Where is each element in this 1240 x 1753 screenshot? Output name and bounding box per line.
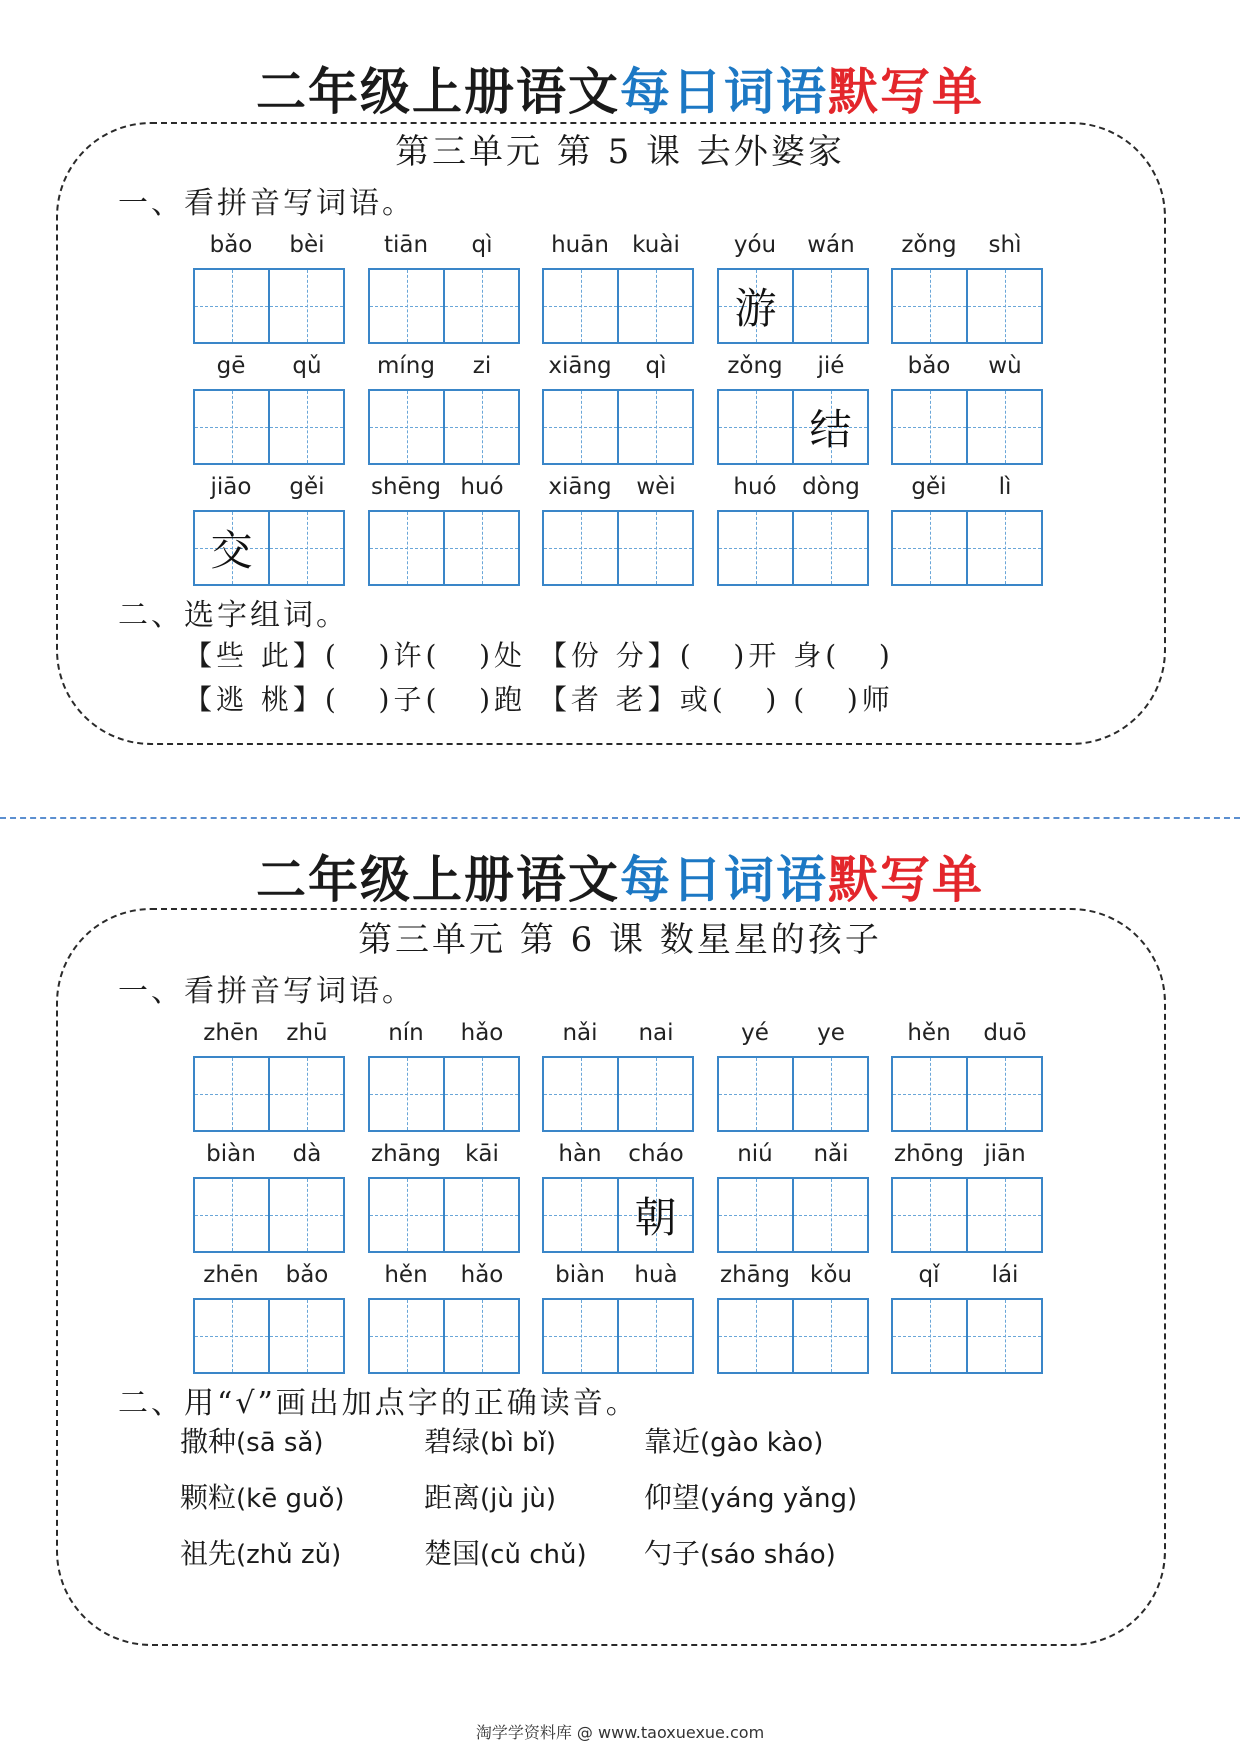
word-cell <box>717 228 869 344</box>
reading-word: 勺子 <box>644 1537 701 1570</box>
pinyin-row <box>542 470 694 510</box>
writing-box[interactable] <box>719 1058 792 1130</box>
pinyin-row <box>542 349 694 389</box>
word-cell <box>542 349 694 465</box>
pinyin-syllable: nín <box>388 1020 424 1046</box>
writing-box[interactable] <box>544 391 617 463</box>
pinyin-row <box>193 228 345 268</box>
tianzige-pair <box>891 1298 1043 1374</box>
pinyin-syllable: jiān <box>984 1141 1026 1167</box>
word-cell <box>193 1016 345 1132</box>
pinyin-row <box>891 349 1043 389</box>
reading-word: 颗粒 <box>180 1481 237 1514</box>
pinyin-syllable: qǐ <box>918 1262 940 1288</box>
reading-word: 靠近 <box>644 1425 701 1458</box>
word-cell <box>717 470 869 586</box>
pinyin-syllable: dà <box>292 1141 322 1167</box>
prefilled-char: 朝 <box>634 1193 677 1242</box>
pinyin-row <box>717 228 869 268</box>
pinyin-row <box>542 1258 694 1298</box>
writing-box[interactable] <box>893 1300 966 1372</box>
tianzige-pair <box>542 1298 694 1374</box>
pinyin-syllable: wù <box>988 353 1022 379</box>
writing-box[interactable] <box>195 512 268 584</box>
writing-box[interactable] <box>544 1300 617 1372</box>
word-cell <box>368 1258 520 1374</box>
word-cell <box>717 1016 869 1132</box>
pinyin-row <box>717 1137 869 1177</box>
pinyin-syllable: niú <box>737 1141 773 1167</box>
writing-box[interactable] <box>617 270 692 342</box>
writing-box[interactable] <box>268 512 343 584</box>
word-cell <box>193 1137 345 1253</box>
reading-item <box>180 1420 324 1460</box>
word-cell <box>891 228 1043 344</box>
pinyin-syllable: biàn <box>555 1262 605 1288</box>
word-cell <box>368 1137 520 1253</box>
writing-box[interactable] <box>893 1179 966 1251</box>
sheet-title <box>0 840 1240 912</box>
pinyin-syllable: bèi <box>289 232 325 258</box>
title-part-blue: 每日词语 <box>620 850 828 909</box>
choice-line: 【些 此】( )许( )处 【份 分】( )开 身( ) <box>184 639 894 672</box>
tianzige-pair <box>542 268 694 344</box>
reading-options[interactable]: (sáo sháo) <box>700 1540 836 1570</box>
writing-box[interactable] <box>893 512 966 584</box>
pinyin-syllable: qì <box>645 353 667 379</box>
writing-box[interactable] <box>966 270 1041 342</box>
reading-word: 楚国 <box>424 1537 481 1570</box>
writing-box[interactable] <box>370 1058 443 1130</box>
pinyin-syllable: shì <box>988 232 1022 258</box>
pinyin-syllable: wán <box>807 232 855 258</box>
pinyin-row <box>891 470 1043 510</box>
word-cell <box>542 470 694 586</box>
pinyin-syllable: zhū <box>286 1020 328 1046</box>
pinyin-syllable: bǎo <box>209 232 253 258</box>
title-part-black: 二年级上册语文 <box>256 62 620 121</box>
word-cell <box>717 1137 869 1253</box>
reading-word: 距离 <box>424 1481 481 1514</box>
writing-box[interactable] <box>268 270 343 342</box>
reading-options[interactable]: (sā sǎ) <box>236 1428 324 1458</box>
word-cell <box>368 349 520 465</box>
reading-options[interactable]: (gào kào) <box>700 1428 824 1458</box>
pinyin-syllable: nǎi <box>562 1020 598 1046</box>
reading-options[interactable]: (cǔ chǔ) <box>480 1540 587 1570</box>
word-cell <box>193 1258 345 1374</box>
footer-credit: 淘学学资料库 @ www.taoxuexue.com <box>475 1723 765 1742</box>
pinyin-row <box>193 1258 345 1298</box>
reading-word: 碧绿 <box>424 1425 481 1458</box>
writing-box[interactable] <box>617 512 692 584</box>
pinyin-syllable: hàn <box>558 1141 602 1167</box>
section-title: 二、用“√”画出加点字的正确读音。 <box>118 1386 639 1421</box>
pinyin-syllable: míng <box>377 353 435 379</box>
word-cell <box>193 228 345 344</box>
pinyin-syllable: kuài <box>632 232 680 258</box>
pinyin-syllable: zhēn <box>203 1262 259 1288</box>
tianzige-pair <box>891 1177 1043 1253</box>
pinyin-syllable: cháo <box>628 1141 684 1167</box>
word-cell <box>542 1258 694 1374</box>
pinyin-syllable: zi <box>472 353 492 379</box>
tianzige-pair <box>368 389 520 465</box>
pinyin-syllable: yé <box>741 1020 769 1046</box>
choice-line: 【逃 桃】( )子( )跑 【者 老】或( ) ( )师 <box>184 683 894 716</box>
writing-box[interactable] <box>443 1058 518 1130</box>
section-title: 二、选字组词。 <box>118 598 349 633</box>
writing-box[interactable] <box>195 1179 268 1251</box>
pinyin-syllable: zhēn <box>203 1020 259 1046</box>
writing-box[interactable] <box>544 270 617 342</box>
tianzige-pair <box>368 510 520 586</box>
pinyin-syllable: zǒng <box>901 232 957 258</box>
writing-box[interactable] <box>719 270 792 342</box>
word-cell <box>193 470 345 586</box>
writing-box[interactable] <box>617 1179 692 1251</box>
writing-box[interactable] <box>792 1058 867 1130</box>
lesson-title: 第三单元 第 5 课 去外婆家 <box>395 132 845 172</box>
pinyin-syllable: dòng <box>802 474 860 500</box>
pinyin-row <box>542 1016 694 1056</box>
reading-word: 祖先 <box>180 1537 237 1570</box>
tianzige-pair <box>193 268 345 344</box>
word-cell <box>542 1137 694 1253</box>
writing-box[interactable] <box>370 270 443 342</box>
writing-box[interactable] <box>544 1179 617 1251</box>
pinyin-syllable: duō <box>983 1020 1027 1046</box>
pinyin-syllable: jiāo <box>210 474 252 500</box>
prefilled-char: 游 <box>734 284 777 333</box>
word-cell <box>717 349 869 465</box>
tianzige-pair <box>891 510 1043 586</box>
word-cell <box>891 470 1043 586</box>
title-part-blue: 每日词语 <box>620 62 828 121</box>
reading-item <box>424 1420 556 1460</box>
pinyin-syllable: huó <box>460 474 504 500</box>
reading-item <box>644 1532 836 1572</box>
writing-box[interactable] <box>966 1058 1041 1130</box>
reading-options[interactable]: (yáng yǎng) <box>700 1484 858 1514</box>
title-part-red: 默写单 <box>828 62 984 121</box>
pinyin-syllable: xiāng <box>548 353 612 379</box>
tianzige-pair <box>542 510 694 586</box>
tianzige-pair <box>193 1056 345 1132</box>
title-part-red: 默写单 <box>828 850 984 909</box>
pinyin-syllable: xiāng <box>548 474 612 500</box>
pinyin-syllable: biàn <box>206 1141 256 1167</box>
pinyin-syllable: wèi <box>636 474 676 500</box>
tianzige-pair <box>717 268 869 344</box>
reading-item <box>424 1532 587 1572</box>
section-title: 一、看拼音写词语。 <box>118 186 415 221</box>
sheet-divider <box>0 817 1240 819</box>
writing-box[interactable] <box>966 512 1041 584</box>
tianzige-pair <box>717 389 869 465</box>
writing-box[interactable] <box>893 1058 966 1130</box>
pinyin-row <box>717 1016 869 1056</box>
prefilled-char: 交 <box>210 526 253 575</box>
pinyin-row <box>891 1016 1043 1056</box>
tianzige-pair <box>542 1177 694 1253</box>
writing-box[interactable] <box>792 512 867 584</box>
writing-box[interactable] <box>617 391 692 463</box>
writing-box[interactable] <box>792 1300 867 1372</box>
pinyin-syllable: huà <box>634 1262 678 1288</box>
section-title: 一、看拼音写词语。 <box>118 974 415 1009</box>
pinyin-syllable: zhāng <box>720 1262 790 1288</box>
tianzige-pair <box>717 1298 869 1374</box>
pinyin-row <box>717 1258 869 1298</box>
pinyin-row <box>717 470 869 510</box>
reading-word: 仰望 <box>644 1481 701 1514</box>
tianzige-pair <box>542 1056 694 1132</box>
pinyin-syllable: gē <box>216 353 246 379</box>
word-cell <box>891 1137 1043 1253</box>
reading-options[interactable]: (zhǔ zǔ) <box>236 1540 342 1570</box>
pinyin-syllable: ye <box>817 1020 845 1046</box>
prefilled-char: 结 <box>809 405 852 454</box>
pinyin-syllable: huó <box>733 474 777 500</box>
tianzige-pair <box>891 1056 1043 1132</box>
tianzige-pair <box>193 389 345 465</box>
writing-box[interactable] <box>617 1300 692 1372</box>
writing-box[interactable] <box>195 1058 268 1130</box>
pinyin-row <box>368 470 520 510</box>
pinyin-row <box>193 1016 345 1056</box>
writing-box[interactable] <box>966 391 1041 463</box>
pinyin-row <box>368 1016 520 1056</box>
pinyin-syllable: shēng <box>371 474 441 500</box>
tianzige-pair <box>717 1056 869 1132</box>
pinyin-syllable: hěn <box>384 1262 428 1288</box>
reading-word: 撒种 <box>180 1425 237 1458</box>
tianzige-pair <box>542 389 694 465</box>
writing-box[interactable] <box>544 512 617 584</box>
lesson-title: 第三单元 第 6 课 数星星的孩子 <box>358 920 882 960</box>
reading-item <box>180 1476 345 1516</box>
tianzige-pair <box>717 1177 869 1253</box>
writing-box[interactable] <box>443 391 518 463</box>
writing-box[interactable] <box>370 1300 443 1372</box>
tianzige-pair <box>193 510 345 586</box>
tianzige-pair <box>368 1298 520 1374</box>
sheet-title <box>0 52 1240 124</box>
writing-box[interactable] <box>443 1179 518 1251</box>
writing-box[interactable] <box>268 391 343 463</box>
pinyin-syllable: kāi <box>465 1141 499 1167</box>
reading-item <box>644 1420 823 1460</box>
writing-box[interactable] <box>792 1179 867 1251</box>
writing-box[interactable] <box>544 1058 617 1130</box>
writing-box[interactable] <box>268 1058 343 1130</box>
pinyin-syllable: lái <box>991 1262 1019 1288</box>
tianzige-pair <box>193 1298 345 1374</box>
writing-box[interactable] <box>893 270 966 342</box>
pinyin-syllable: gěi <box>289 474 325 500</box>
pinyin-row <box>891 228 1043 268</box>
tianzige-pair <box>368 268 520 344</box>
pinyin-syllable: gěi <box>911 474 947 500</box>
writing-box[interactable] <box>719 1179 792 1251</box>
writing-box[interactable] <box>719 512 792 584</box>
tianzige-pair <box>193 1177 345 1253</box>
tianzige-pair <box>717 510 869 586</box>
pinyin-row <box>368 349 520 389</box>
writing-box[interactable] <box>966 1300 1041 1372</box>
writing-box[interactable] <box>268 1179 343 1251</box>
pinyin-syllable: qì <box>471 232 493 258</box>
pinyin-row <box>368 1258 520 1298</box>
writing-box[interactable] <box>443 270 518 342</box>
pinyin-syllable: bǎo <box>285 1262 329 1288</box>
pinyin-syllable: hěn <box>907 1020 951 1046</box>
word-cell <box>891 1016 1043 1132</box>
writing-box[interactable] <box>719 391 792 463</box>
writing-box[interactable] <box>792 391 867 463</box>
writing-box[interactable] <box>195 391 268 463</box>
writing-box[interactable] <box>719 1300 792 1372</box>
writing-box[interactable] <box>443 1300 518 1372</box>
writing-box[interactable] <box>370 512 443 584</box>
word-cell <box>891 1258 1043 1374</box>
word-cell <box>717 1258 869 1374</box>
pinyin-syllable: yóu <box>733 232 777 258</box>
pinyin-syllable: zhōng <box>894 1141 964 1167</box>
writing-box[interactable] <box>443 512 518 584</box>
pinyin-row <box>542 228 694 268</box>
pinyin-syllable: jié <box>817 353 845 379</box>
writing-box[interactable] <box>195 1300 268 1372</box>
reading-item <box>180 1532 341 1572</box>
pinyin-syllable: zhāng <box>371 1141 441 1167</box>
reading-item <box>644 1476 857 1516</box>
writing-box[interactable] <box>195 270 268 342</box>
writing-box[interactable] <box>792 270 867 342</box>
pinyin-syllable: zǒng <box>727 353 783 379</box>
pinyin-row <box>193 349 345 389</box>
tianzige-pair <box>891 268 1043 344</box>
word-cell <box>368 1016 520 1132</box>
pinyin-syllable: hǎo <box>460 1020 504 1046</box>
pinyin-syllable: tiān <box>383 232 429 258</box>
word-cell <box>542 1016 694 1132</box>
title-part-black: 二年级上册语文 <box>256 850 620 909</box>
pinyin-syllable: huān <box>551 232 609 258</box>
reading-item <box>424 1476 556 1516</box>
writing-box[interactable] <box>370 391 443 463</box>
pinyin-syllable: bǎo <box>907 353 951 379</box>
pinyin-row <box>542 1137 694 1177</box>
word-cell <box>542 228 694 344</box>
pinyin-row <box>891 1258 1043 1298</box>
writing-box[interactable] <box>893 391 966 463</box>
pinyin-row <box>717 349 869 389</box>
writing-box[interactable] <box>268 1300 343 1372</box>
pinyin-syllable: kǒu <box>810 1262 852 1288</box>
writing-box[interactable] <box>370 1179 443 1251</box>
pinyin-row <box>891 1137 1043 1177</box>
reading-options[interactable]: (kē guǒ) <box>236 1484 345 1514</box>
reading-options[interactable]: (jù jù) <box>480 1484 556 1514</box>
tianzige-pair <box>891 389 1043 465</box>
pinyin-syllable: nǎi <box>813 1141 849 1167</box>
pinyin-row <box>193 470 345 510</box>
word-cell <box>891 349 1043 465</box>
pinyin-row <box>368 228 520 268</box>
writing-box[interactable] <box>966 1179 1041 1251</box>
pinyin-syllable: hǎo <box>460 1262 504 1288</box>
pinyin-syllable: qǔ <box>292 353 322 379</box>
reading-options[interactable]: (bì bǐ) <box>480 1428 557 1458</box>
tianzige-pair <box>368 1177 520 1253</box>
word-cell <box>193 349 345 465</box>
pinyin-row <box>368 1137 520 1177</box>
pinyin-row <box>193 1137 345 1177</box>
pinyin-syllable: nai <box>638 1020 674 1046</box>
word-cell <box>368 228 520 344</box>
tianzige-pair <box>368 1056 520 1132</box>
pinyin-syllable: lì <box>998 474 1012 500</box>
writing-box[interactable] <box>617 1058 692 1130</box>
word-cell <box>368 470 520 586</box>
